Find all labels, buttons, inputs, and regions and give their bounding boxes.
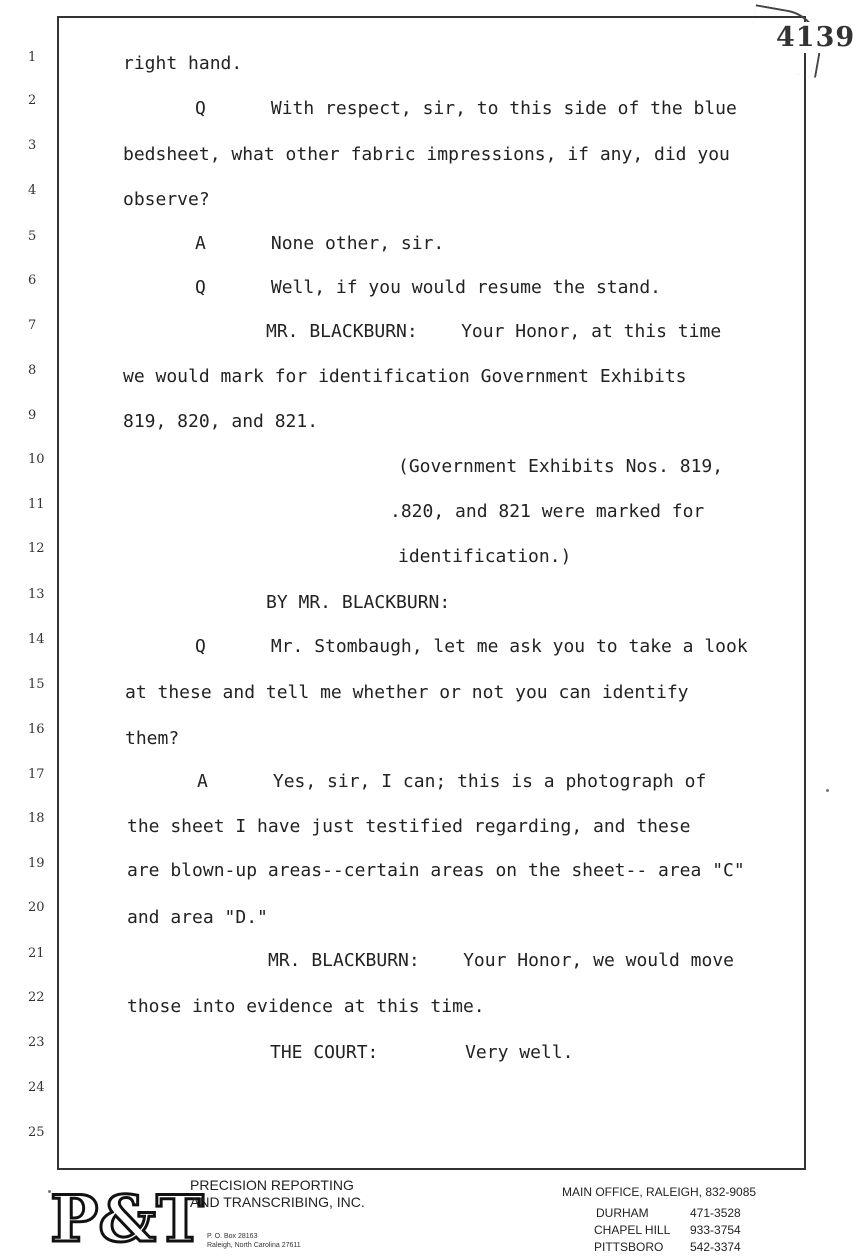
- line-number: 4: [28, 183, 37, 198]
- transcript-line: A Yes, sir, I can; this is a photograph of: [197, 771, 707, 792]
- line-number: 20: [28, 900, 45, 915]
- scan-speck: [826, 789, 829, 792]
- line-number: 6: [28, 273, 37, 288]
- line-number: 22: [28, 990, 45, 1005]
- line-number: 25: [28, 1125, 45, 1140]
- line-number: 21: [28, 946, 45, 961]
- transcript-line: observe?: [123, 189, 210, 210]
- address-line1: P. O. Box 28163: [207, 1233, 258, 1240]
- line-number: 2: [28, 93, 37, 108]
- line-number: 16: [28, 722, 45, 737]
- transcript-line: we would mark for identification Government Exhibits: [123, 366, 687, 387]
- line-number: 15: [28, 677, 45, 692]
- line-number: 8: [28, 363, 37, 378]
- line-number: 14: [28, 632, 45, 647]
- transcript-line: A None other, sir.: [195, 233, 445, 254]
- transcript-line: and area "D.": [127, 907, 268, 928]
- line-number: 24: [28, 1080, 45, 1095]
- line-number: 10: [28, 452, 45, 467]
- line-number: 17: [28, 767, 45, 782]
- transcript-line: (Government Exhibits Nos. 819,: [398, 456, 724, 477]
- line-number: 11: [28, 497, 45, 512]
- phone-city: CHAPEL HILL: [594, 1223, 671, 1237]
- phone-number: 471-3528: [690, 1206, 741, 1220]
- line-number: 19: [28, 856, 45, 871]
- transcript-line: bedsheet, what other fabric impressions, if any, did you: [123, 144, 730, 165]
- phone-number: 542-3374: [690, 1240, 741, 1254]
- address-line2: Raleigh, North Carolina 27611: [207, 1242, 301, 1249]
- transcript-line: identification.): [398, 546, 572, 567]
- transcript-line: .820, and 821 were marked for: [390, 501, 705, 522]
- transcript-line: the sheet I have just testified regarding, and these: [127, 816, 691, 837]
- line-number: 18: [28, 811, 45, 826]
- phone-city: DURHAM: [596, 1206, 649, 1220]
- transcript-line: Q With respect, sir, to this side of the blue: [195, 98, 737, 119]
- line-number: 23: [28, 1035, 45, 1050]
- line-number: 7: [28, 318, 37, 333]
- transcript-line: BY MR. BLACKBURN:: [266, 592, 451, 613]
- phone-number: 933-3754: [690, 1223, 741, 1237]
- transcript-line: 819, 820, and 821.: [123, 411, 319, 432]
- company-logo-text: P&T: [50, 1182, 204, 1257]
- page-number: 4139: [772, 22, 859, 53]
- transcript-line: Q Mr. Stombaugh, let me ask you to take a look: [195, 636, 748, 657]
- line-number: 5: [28, 229, 37, 244]
- line-number: 12: [28, 541, 45, 556]
- transcript-line: Q Well, if you would resume the stand.: [195, 277, 661, 298]
- transcript-line: THE COURT: Very well.: [270, 1042, 574, 1063]
- line-number: 3: [28, 138, 37, 153]
- line-number: 1: [28, 50, 37, 65]
- transcript-line: are blown-up areas--certain areas on the sheet-- area "C": [127, 860, 745, 881]
- transcript-line: MR. BLACKBURN: Your Honor, we would move: [268, 950, 734, 971]
- transcript-line: at these and tell me whether or not you can identify: [125, 682, 689, 703]
- transcript-line: them?: [125, 728, 180, 749]
- transcript-line: those into evidence at this time.: [127, 996, 485, 1017]
- main-office: MAIN OFFICE, RALEIGH, 832-9085: [562, 1185, 757, 1199]
- firm-name-line2: AND TRANSCRIBING, INC.: [190, 1194, 365, 1210]
- line-number: 9: [28, 408, 37, 423]
- line-number: 13: [28, 587, 45, 602]
- transcript-line: right hand.: [123, 53, 243, 74]
- firm-name: [190, 1177, 365, 1211]
- company-logo: [50, 1175, 204, 1257]
- firm-name-line1: PRECISION REPORTING: [190, 1177, 354, 1193]
- transcript-line: MR. BLACKBURN: Your Honor, at this time: [266, 321, 722, 342]
- firm-address: [207, 1232, 301, 1250]
- phone-city: PITTSBORO: [594, 1240, 664, 1254]
